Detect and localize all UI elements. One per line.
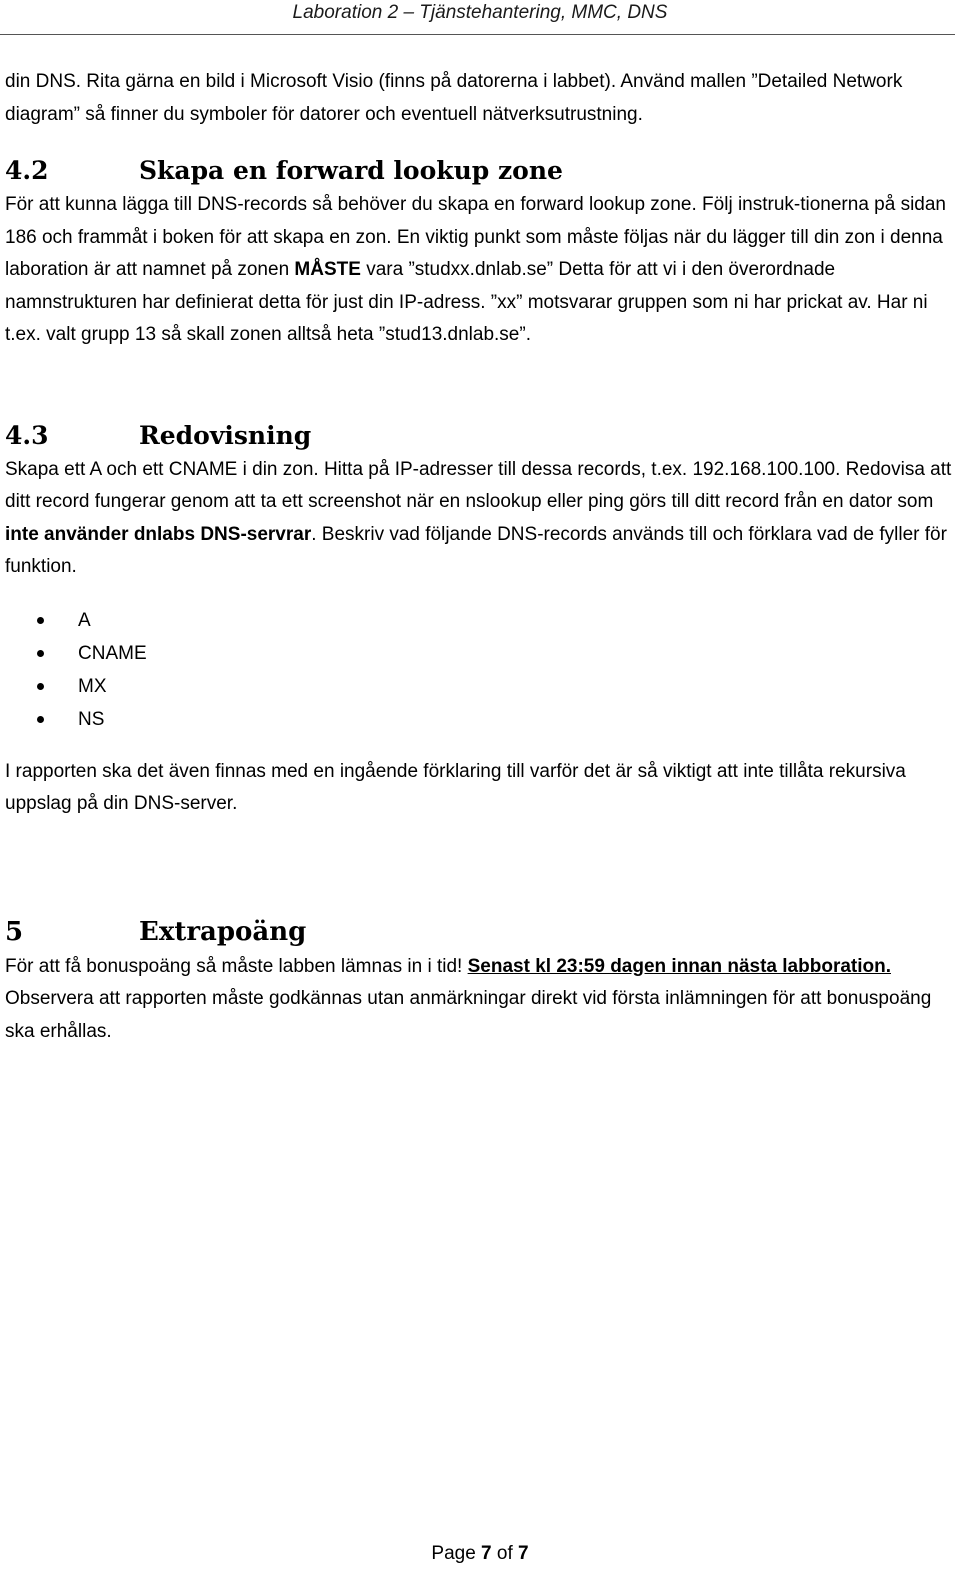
section-5-paragraph: [5, 951, 955, 1049]
section-4-2-heading: [5, 153, 955, 189]
section-4-3-paragraph: [5, 454, 955, 584]
recursion-paragraph: I rapporten ska det även finnas med en ingående förklaring till varför det är så viktigt att inte tillåta rekursiva uppslag på din DNS-server.: [5, 760, 906, 814]
paragraph-text-continued: . Beskriv vad följande DNS-records används till och förklara vad de fyller för funktion.: [5, 523, 947, 577]
page-current: 7: [481, 1543, 492, 1564]
section-4-3-heading: [5, 418, 955, 454]
page-label: Page: [431, 1543, 482, 1564]
section-number: 4.3: [5, 420, 49, 450]
list-item-label: NS: [78, 708, 105, 730]
page-of-label: of: [491, 1543, 519, 1564]
emphasis-text: MÅSTE: [294, 259, 361, 280]
section-title: Redovisning: [139, 420, 312, 450]
paragraph-text-continued: vara ”studxx.dnlab.se” Detta för att vi i den överordnade namnstrukturen har definierat detta för just din IP-adress. ”xx” motsvarar gruppen som ni har prickat av. Har ni t.ex. valt grupp 13 så skall zonen alltså heta ”stud13.dnlab.se”.: [5, 259, 928, 345]
section-number: 4.2: [5, 156, 49, 185]
emphasis-text: inte använder dnlabs DNS-servrar: [5, 523, 312, 545]
section-number: 5: [5, 916, 24, 947]
page-header: [0, 0, 960, 40]
section-4-2-paragraph: [5, 189, 955, 352]
intro-paragraph: din DNS. Rita gärna en bild i Microsoft Visio (finns på datorerna i labbet). Använd mallen ”Detailed Network diagram” så finner du symboler för datorer och eventuell nätverksutrustning.: [5, 71, 903, 125]
list-item: [5, 604, 955, 637]
list-item: [5, 703, 955, 736]
paragraph-text-continued: Observera att rapporten måste godkännas utan anmärkningar direkt vid första inlämningen för att bonuspoäng ska erhållas.: [5, 988, 932, 1042]
page-footer: [0, 1543, 960, 1565]
paragraph-text: Skapa ett A och ett CNAME i din zon. Hitta på IP-adresser till dessa records, t.ex. 192.168.100.100. Redovisa att ditt record fungerar genom att ta ett screenshot när en nslookup eller ping görs till ditt record från en dator som: [5, 458, 952, 512]
list-item: [5, 670, 955, 703]
section-title: Extrapoäng: [139, 916, 307, 947]
list-item-label: MX: [78, 675, 107, 697]
list-item-label: A: [78, 609, 91, 631]
document-title: Laboration 2 – Tjänstehantering, MMC, DNS: [292, 2, 668, 23]
deadline-text: Senast kl 23:59 dagen innan nästa labboration.: [467, 955, 891, 977]
page-total: 7: [518, 1543, 529, 1564]
list-item-label: CNAME: [78, 642, 147, 664]
bullet-icon: [37, 617, 44, 624]
bullet-icon: [37, 716, 44, 723]
section-title: Skapa en forward lookup zone: [139, 156, 563, 185]
header-divider: [0, 34, 955, 35]
bullet-icon: [37, 683, 44, 690]
paragraph-text: För att få bonuspoäng så måste labben lämnas in i tid!: [5, 955, 468, 977]
paragraph-text: För att kunna lägga till DNS-records så behöver du skapa en forward lookup zone. Följ instruk-tionerna på sidan 186 och frammåt i boken för att skapa en zon. En viktig punkt som måste följas när du lägger till din zon i denna laboration är att namnet på zonen: [5, 194, 947, 280]
page-content: [5, 66, 955, 1048]
bullet-icon: [37, 650, 44, 657]
dns-record-list: [5, 604, 955, 736]
list-item: [5, 637, 955, 670]
section-5-heading: [5, 913, 955, 951]
